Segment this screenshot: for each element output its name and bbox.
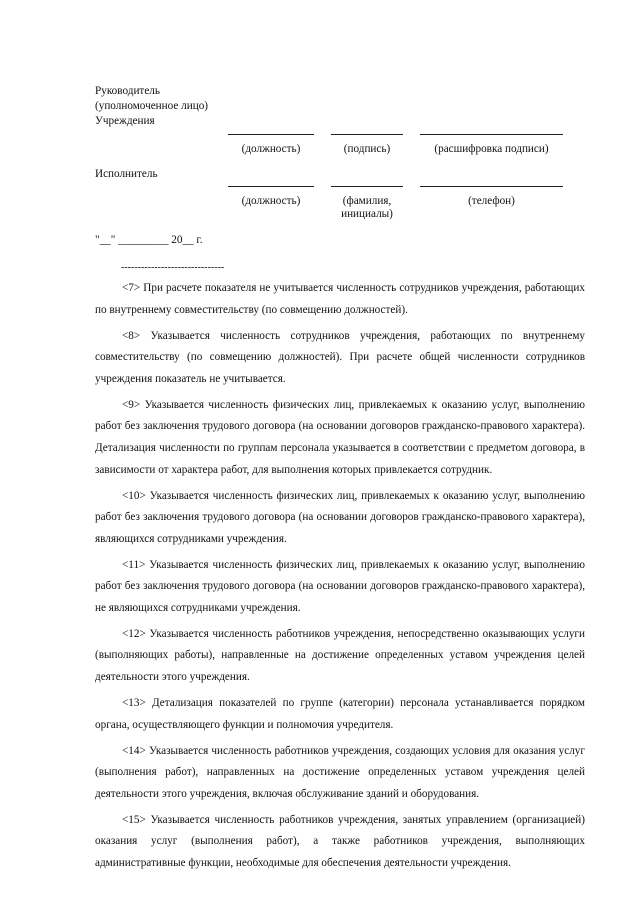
- executor-label: Исполнитель: [95, 168, 158, 180]
- footnote-10: <10> Указывается численность физических лиц, привлекаемых к оказанию услуг, выполнению работ без заключения трудового договора (на основании договоров гражданско-правового характера), являющихся сотрудниками учреждения.: [95, 489, 585, 545]
- footnote-11: <11> Указывается численность физических лиц, привлекаемых к оказанию услуг, выполнению работ без заключения трудового договора (на основании договоров гражданско-правового характера), не являющихся сотрудниками учреждения.: [95, 558, 585, 614]
- head-signature-caption: (подпись): [343, 143, 391, 155]
- executor-phone-line: [420, 186, 563, 187]
- footnote-14: <14> Указывается численность работников учреждения, создающих условия для оказания услуг (выполнения работ), направленных на достижение определенных уставом учреждения целей деятельности этого учреждения, включая обслуживание зданий и оборудования.: [95, 744, 585, 800]
- head-position-caption: (должность): [241, 143, 301, 155]
- footnote-15: <15> Указывается численность работников учреждения, занятых управлением (организацией) оказания услуг (выполнения работ), а также работников учреждения, выполняющих административные функции, необходимые для обеспечения деятельности учреждения.: [95, 813, 585, 869]
- date-line: "__" _________ 20__ г.: [95, 234, 203, 246]
- head-title-line-3: Учреждения: [95, 115, 155, 127]
- head-title-line-2: (уполномоченное лицо): [95, 100, 209, 112]
- footnote-7: <7> При расчете показателя не учитывается численность сотрудников учреждения, работающих по внутреннему совместительству (по совмещению должностей).: [95, 282, 585, 316]
- head-signature-line: [331, 134, 403, 135]
- head-position-line: [228, 134, 314, 135]
- footnotes-section: [95, 278, 585, 875]
- executor-position-caption: (должность): [241, 195, 301, 207]
- executor-name-caption: (фамилия, инициалы): [341, 195, 393, 220]
- executor-phone-caption: (телефон): [468, 195, 515, 207]
- head-decoding-caption: (расшифровка подписи): [434, 143, 549, 155]
- footnote-13: <13> Детализация показателей по группе (категории) персонала устанавливается порядком органа, осуществляющего функции и полномочия учредителя.: [95, 697, 585, 731]
- footnote-separator: -------------------------------: [121, 262, 225, 273]
- head-decoding-line: [420, 134, 563, 135]
- executor-position-line: [228, 186, 314, 187]
- footnote-12: <12> Указывается численность работников учреждения, непосредственно оказывающих услуги (выполняющих работы), направленные на достижение определенных уставом учреждения целей деятельности этого учреждения.: [95, 627, 585, 684]
- head-title-line-1: Руководитель: [95, 85, 160, 97]
- executor-name-line: [331, 186, 403, 187]
- footnote-9: <9> Указывается численность физических лиц, привлекаемых к оказанию услуг, выполнению работ без заключения трудового договора (на основании договоров гражданско-правового характера). Детализация численности по группам персонала указывается в соответствии с предметом договора, в зависимости от характера работ, для выполнения которых привлекается сотрудник.: [95, 398, 585, 476]
- footnote-8: <8> Указывается численность сотрудников учреждения, работающих по внутреннему совместительству (по совмещению должностей). При расчете общей численности сотрудников учреждения показатель не учитывается.: [95, 329, 585, 385]
